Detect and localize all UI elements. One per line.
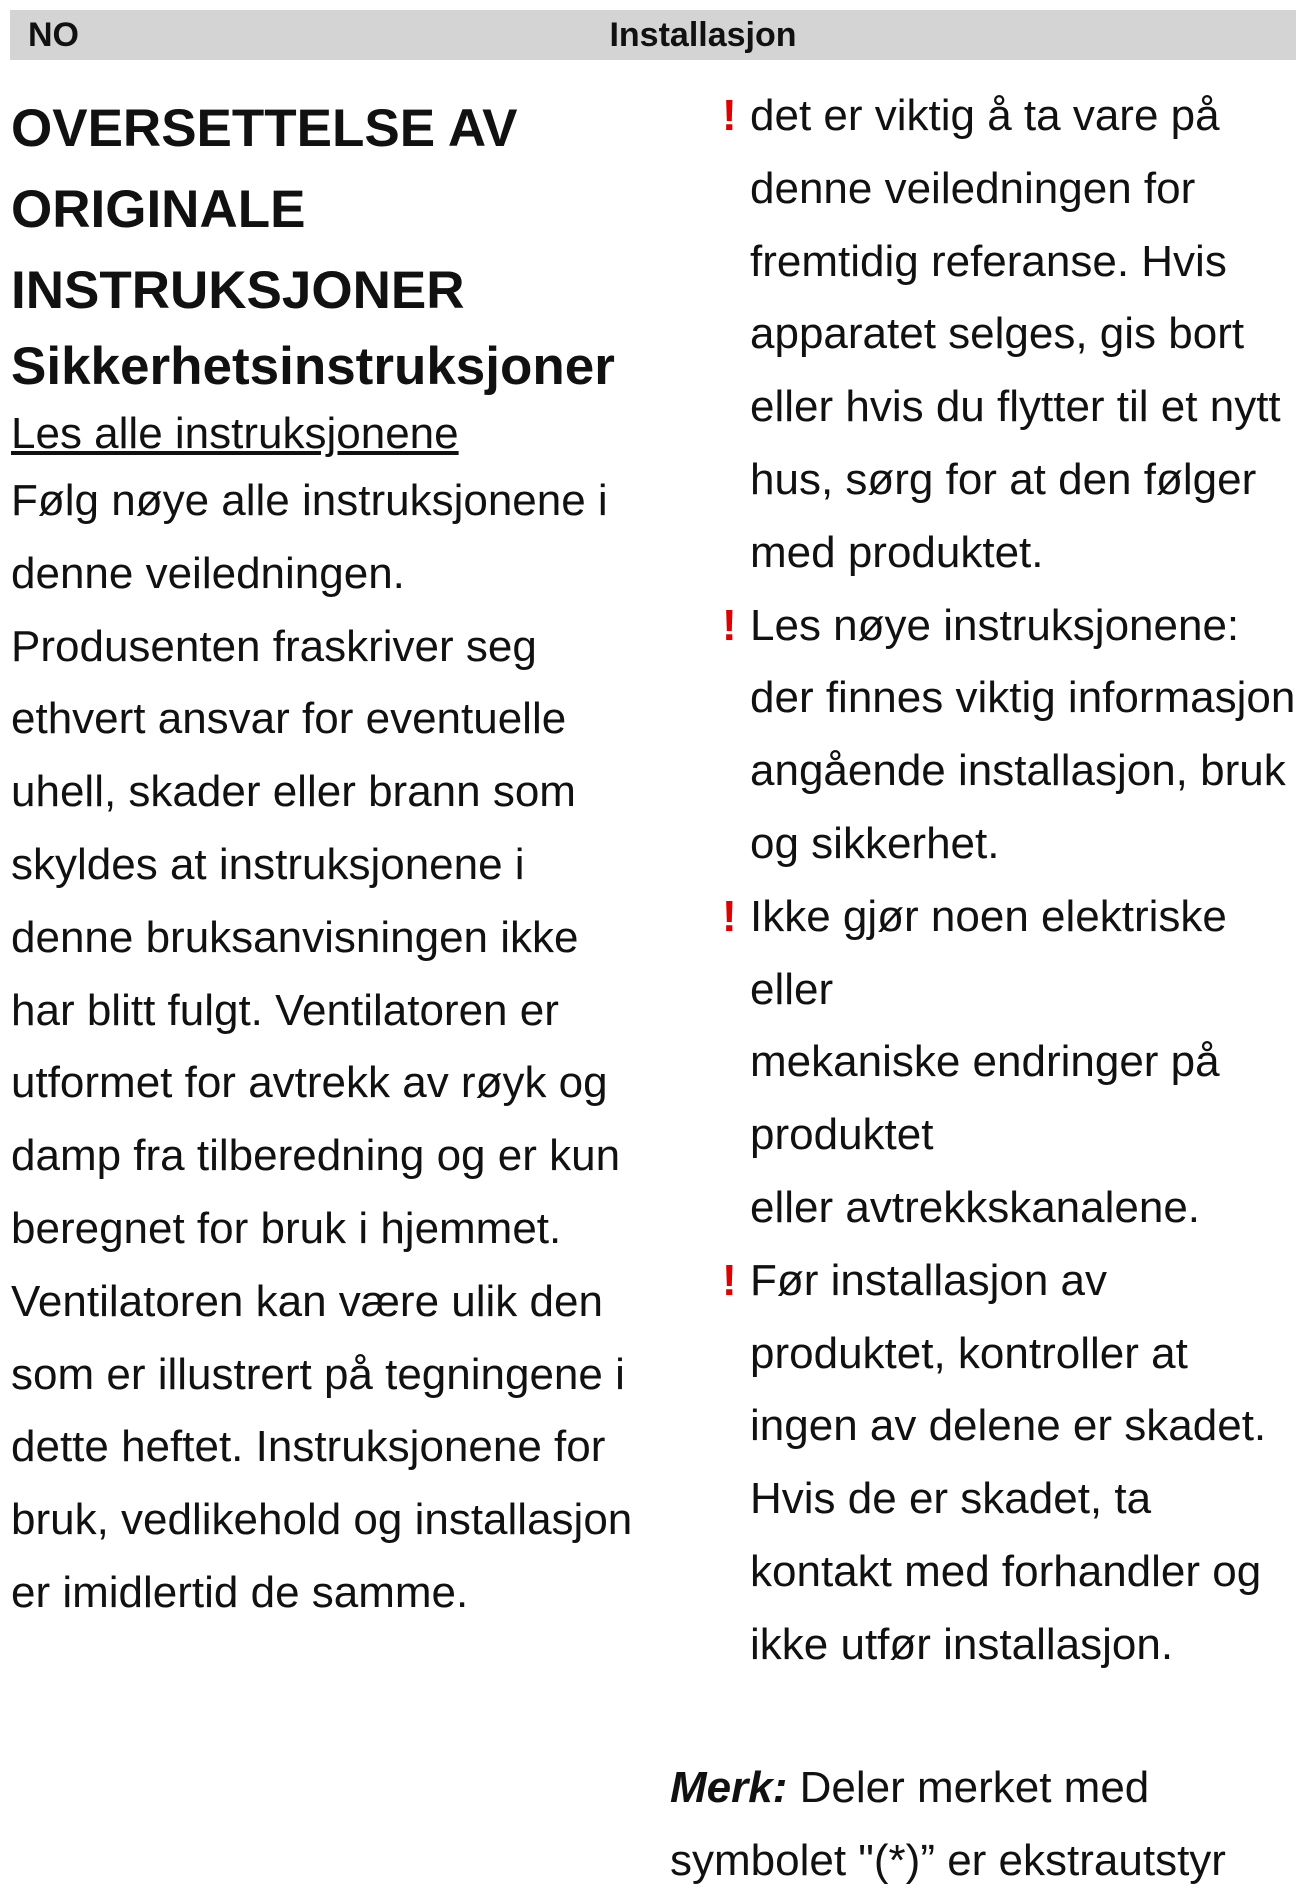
warning-icon: ! <box>722 600 737 650</box>
warning-icon: ! <box>722 891 737 941</box>
warning-item <box>722 881 1302 1245</box>
right-column <box>722 80 1302 1682</box>
warning-item <box>722 1245 1302 1682</box>
left-column <box>11 88 651 1630</box>
language-code: NO <box>28 16 79 54</box>
warning-text: det er viktig å ta vare på denne veiledningen for fremtidig referanse. Hvis apparatet selges, gis bort eller hvis du flytter til et nytt hus, sørg for at den følger med produktet. <box>750 91 1281 577</box>
warning-text: Les nøye instruksjonene: der finnes viktig informasjon angående installasjon, bruk og sikkerhet. <box>750 600 1296 868</box>
note-text: Deler merket med symbolet "(*)” er ekstrautstyr <box>670 1763 1226 1885</box>
safety-heading: Sikkerhetsinstruksjoner <box>11 337 615 396</box>
page-header <box>10 10 1296 60</box>
document-title: OVERSETTELSE AV ORIGINALE INSTRUKSJONER <box>11 99 518 320</box>
warning-icon: ! <box>722 1255 737 1305</box>
intro-paragraph: Følg nøye alle instruksjonene i denne veiledningen. Produsenten fraskriver seg ethvert ansvar for eventuelle uhell, skader eller brann som skyldes at instruksjonene i denne bruksanvisningen ikke har blitt fulgt. Ventilatoren er utformet for avtrekk av røyk og damp fra tilberedning og er kun beregnet for bruk i hjemmet. <box>11 476 621 1253</box>
warning-text: Ikke gjør noen elektriske eller mekaniske endringer på produktet eller avtrekkskanalene. <box>750 891 1227 1232</box>
variant-paragraph: Ventilatoren kan være ulik den som er illustrert på tegningene i dette heftet. Instruksjonene for bruk, vedlikehold og installasjon er imidlertid de samme. <box>11 1276 633 1617</box>
note-paragraph <box>670 1752 1300 1898</box>
warning-item <box>722 80 1302 590</box>
warning-item <box>722 590 1302 881</box>
warning-icon: ! <box>722 91 737 140</box>
read-all-subheading: Les alle instruksjonene <box>11 409 459 458</box>
note-label: Merk: <box>670 1763 788 1812</box>
section-title: Installasjon <box>609 16 797 54</box>
warning-text: Før installasjon av produktet, kontroller at ingen av delene er skadet. Hvis de er skadet, ta kontakt med forhandler og ikke utfør installasjon. <box>750 1255 1267 1669</box>
